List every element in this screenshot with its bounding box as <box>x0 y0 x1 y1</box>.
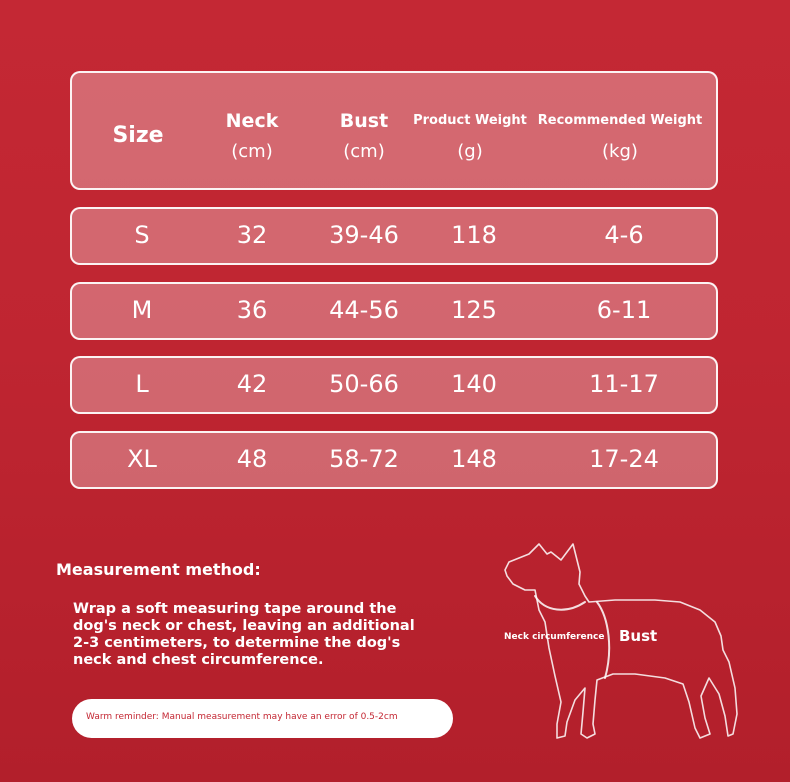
warm-reminder-text: Warm reminder: Manual measurement may have an error of 0.5-2cm <box>86 712 398 722</box>
size-row-m <box>70 282 718 340</box>
size-row-s <box>70 207 718 265</box>
neck-cell: 36 <box>236 296 268 324</box>
product-weight-cell: 140 <box>451 370 497 398</box>
product-weight-cell: 148 <box>451 445 497 473</box>
size-cell: S <box>134 221 150 249</box>
header-recommended-weight-unit: (kg) <box>602 141 638 162</box>
bust-cell: 39-46 <box>329 221 399 249</box>
header-recommended-weight <box>538 109 703 165</box>
header-product-weight-unit: (g) <box>457 141 483 162</box>
measurement-method-text: Wrap a soft measuring tape around the dog's neck or chest, leaving an additional 2-3 centimeters, to determine the dog's neck and chest circumference. <box>73 601 415 668</box>
header-bust-label: Bust <box>339 110 389 132</box>
warm-reminder-pill <box>72 699 453 738</box>
neck-cell: 48 <box>236 445 268 473</box>
header-bust <box>340 109 388 165</box>
dog-outline-illustration <box>495 538 745 760</box>
size-row-xl <box>70 431 718 489</box>
size-cell: L <box>135 370 149 398</box>
header-bust-unit: (cm) <box>343 141 385 162</box>
neck-circumference-label: Neck circumference <box>504 632 605 642</box>
size-row-l <box>70 356 718 414</box>
header-neck-label: Neck <box>225 110 279 132</box>
header-product-weight-label: Product Weight <box>413 113 527 128</box>
recommended-weight-cell: 6-11 <box>596 296 652 324</box>
size-cell: XL <box>127 445 157 473</box>
header-size: Size <box>112 123 164 148</box>
header-product-weight <box>413 109 527 165</box>
bust-cell: 58-72 <box>329 445 399 473</box>
product-weight-cell: 125 <box>451 296 497 324</box>
header-neck <box>226 109 279 165</box>
recommended-weight-cell: 17-24 <box>589 445 659 473</box>
neck-cell: 42 <box>236 370 268 398</box>
bust-cell: 44-56 <box>329 296 399 324</box>
header-recommended-weight-label: Recommended Weight <box>537 113 703 128</box>
product-weight-cell: 118 <box>451 221 497 249</box>
bust-label: Bust <box>619 627 658 645</box>
neck-cell: 32 <box>236 221 268 249</box>
header-neck-unit: (cm) <box>231 141 273 162</box>
bust-cell: 50-66 <box>329 370 399 398</box>
recommended-weight-cell: 4-6 <box>604 221 644 249</box>
size-cell: M <box>131 296 153 324</box>
measurement-method-title: Measurement method: <box>56 560 261 579</box>
neck-measure-line <box>535 596 585 610</box>
recommended-weight-cell: 11-17 <box>589 370 659 398</box>
size-table-header <box>70 71 718 190</box>
